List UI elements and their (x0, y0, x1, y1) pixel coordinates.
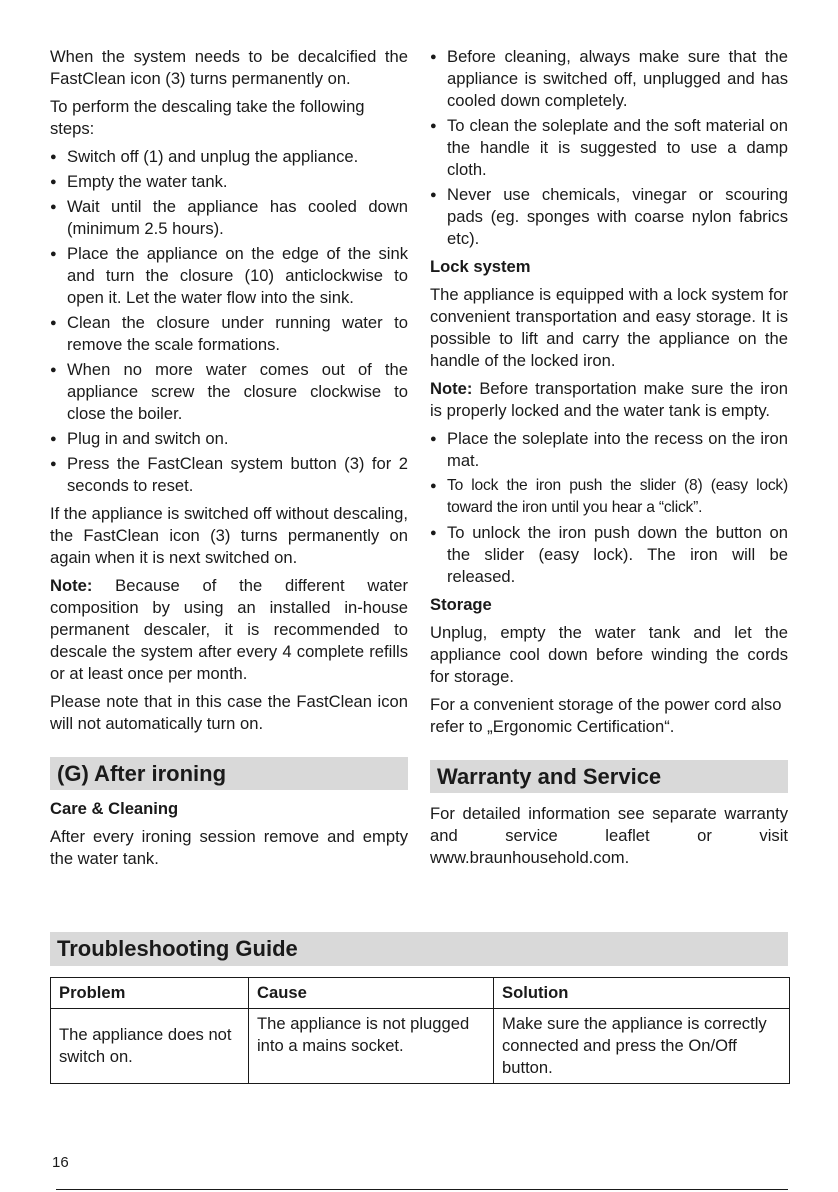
header-problem: Problem (51, 978, 249, 1009)
lock-system-heading: Lock system (430, 257, 531, 276)
list-item: ● Never use chemicals, vinegar or scouring pads (eg. sponges with coarse nylon fabrics etc). (430, 184, 788, 250)
left-column (50, 46, 408, 876)
list-item: ● To clean the soleplate and the soft material on the handle it is suggested to use a damp cloth. (430, 115, 788, 181)
storage-text-cord: For a convenient storage of the power cord also refer to „Ergonomic Certification“. (430, 695, 782, 736)
warranty-heading: Warranty and Service (430, 760, 788, 793)
note-label: Note: (50, 576, 93, 595)
troubleshooting-table (50, 977, 790, 1084)
list-item: ● Wait until the appliance has cooled down (minimum 2.5 hours). (50, 196, 408, 240)
cleaning-bullets-list (430, 46, 788, 250)
list-item: ● Place the soleplate into the recess on the iron mat. (430, 428, 788, 472)
warranty-text: For detailed information see separate warranty and service leaflet or visit www.braunhousehold.com. (430, 804, 788, 867)
list-item: ● Switch off (1) and unplug the appliance. (50, 146, 408, 168)
list-item: ● To unlock the iron push down the button on the slider (easy lock). The iron will be released. (430, 522, 788, 588)
cell-cause: The appliance is not plugged into a mains socket. (249, 1009, 494, 1084)
descaling-steps-list (50, 146, 408, 497)
list-item: ● Place the appliance on the edge of the sink and turn the closure (10) anticlockwise to open it. Let the water flow into the sink. (50, 243, 408, 309)
list-item: ● Clean the closure under running water to remove the scale formations. (50, 312, 408, 356)
cell-solution: Make sure the appliance is correctly connected and press the On/Off button. (494, 1009, 790, 1084)
care-cleaning-heading: Care & Cleaning (50, 799, 179, 818)
cell-problem: The appliance does not switch on. (51, 1009, 249, 1084)
header-cause: Cause (249, 978, 494, 1009)
after-ironing-heading: (G) After ironing (50, 757, 408, 790)
table-row (51, 1009, 790, 1084)
right-column (430, 46, 788, 875)
list-item: ● Plug in and switch on. (50, 428, 408, 450)
storage-text: Unplug, empty the water tank and let the appliance cool down before winding the cords for storage. (430, 623, 788, 686)
lock-system-text: The appliance is equipped with a lock system for convenient transportation and easy storage. It is possible to lift and carry the appliance on the handle of the locked iron. (430, 285, 788, 370)
list-item: ● Empty the water tank. (50, 171, 408, 193)
decalcify-intro: When the system needs to be decalcified the FastClean icon (3) turns permanently on. (50, 47, 408, 88)
lock-bullets-list (430, 428, 788, 588)
page-number: 16 (52, 1154, 69, 1171)
please-note-paragraph: Please note that in this case the FastClean icon will not automatically turn on. (50, 692, 408, 733)
list-item: ● To lock the iron push the slider (8) (easy lock) toward the iron until you hear a “click”. (430, 475, 788, 519)
care-cleaning-text: After every ironing session remove and empty the water tank. (50, 827, 408, 868)
no-descale-paragraph: If the appliance is switched off without descaling, the FastClean icon (3) turns permanently on again when it is next switched on. (50, 504, 408, 567)
note-text: Because of the different water composition by using an installed in-house permanent descaler, it is recommended to descale the system after every 4 complete refills or at least once per month. (50, 576, 408, 683)
footer-divider (56, 1189, 788, 1190)
lock-note-paragraph (430, 378, 788, 422)
list-item: ● Before cleaning, always make sure that the appliance is switched off, unplugged and has cooled down completely. (430, 46, 788, 112)
descaling-steps-intro: To perform the descaling take the following steps: (50, 97, 365, 138)
note-text: Before transportation make sure the iron is properly locked and the water tank is empty. (430, 379, 788, 420)
note-paragraph (50, 575, 408, 685)
header-solution: Solution (494, 978, 790, 1009)
table-header-row (51, 978, 790, 1009)
list-item: ● When no more water comes out of the appliance screw the closure clockwise to close the boiler. (50, 359, 408, 425)
troubleshooting-heading: Troubleshooting Guide (50, 932, 788, 966)
note-label: Note: (430, 379, 473, 398)
storage-heading: Storage (430, 595, 492, 614)
list-item: ● Press the FastClean system button (3) for 2 seconds to reset. (50, 453, 408, 497)
troubleshooting-section (50, 932, 788, 1084)
